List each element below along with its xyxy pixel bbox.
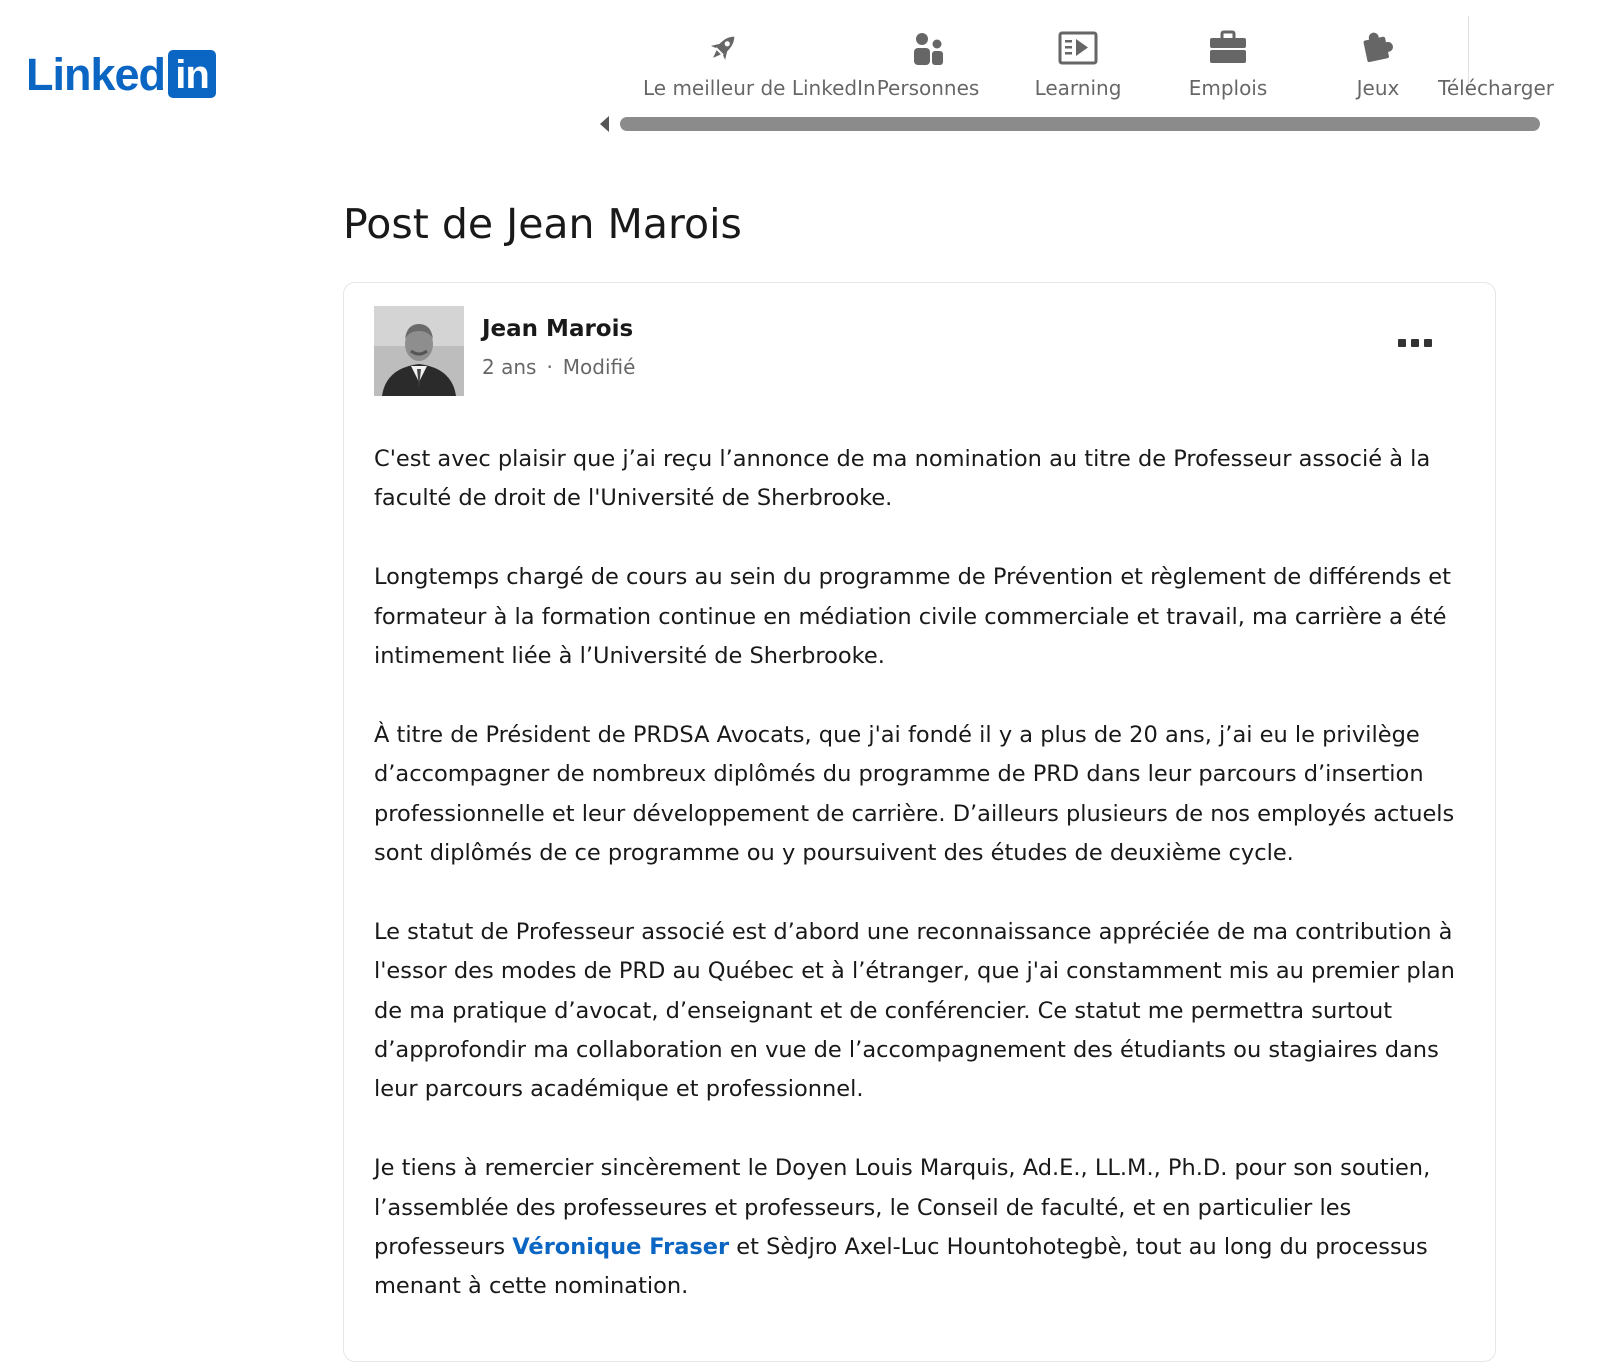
nav-label: Emplois [1188, 76, 1268, 100]
nav-label: Personnes [876, 76, 980, 100]
logo-in-box: in [168, 50, 216, 98]
puzzle-icon [1358, 28, 1398, 68]
thanks-text-end: et Sèdjro Axel-Luc Hountohotegbè, tout au long du processus menant à cette nomination. [374, 1234, 1428, 1300]
post-time: 2 ans [482, 355, 537, 379]
author-name[interactable]: Jean Marois [482, 316, 634, 342]
horizontal-scrollbar[interactable] [620, 117, 1540, 131]
meta-separator: · [546, 355, 553, 379]
briefcase-icon [1208, 28, 1248, 68]
nav-item-download[interactable] [1438, 28, 1608, 100]
nav-label: Jeux [1356, 76, 1400, 100]
people-icon [908, 28, 948, 68]
post-paragraph: Le statut de Professeur associé est d’abord une reconnaissance appréciée de ma contribution à l'essor des modes de PRD au Québec et à l’étranger, que j'ai constamment mis au premier plan de ma pratique d’avocat, d’enseignant et de conférencier. Ce statut me permettra surtout d’approfondir ma collaboration en vue de l’accompagnement des étudiants ou stagiaires dans leur parcours académique et professionnel. [374, 918, 1455, 1103]
post-paragraph: À titre de Président de PRDSA Avocats, que j'ai fondé il y a plus de 20 ans, j’ai eu le privilège d’accompagner de nombreux diplômés du programme de PRD dans leur parcours d’insertion professionnelle et leur développement de carrière. D’ailleurs plusieurs de nos employés actuels sont diplômés de ce programme ou y poursuivent des études de deuxième cycle. [374, 721, 1455, 867]
post-paragraph-thanks [374, 1149, 1474, 1307]
post-meta [482, 355, 635, 379]
mention-link[interactable]: Véronique Fraser [512, 1234, 730, 1261]
post-paragraph: C'est avec plaisir que j’ai reçu l’annonce de ma nomination au titre de Professeur associé à la faculté de droit de l'Université de Sherbrooke. [374, 446, 1431, 512]
rocket-icon [703, 28, 743, 68]
nav-item-top-content[interactable] [643, 28, 876, 100]
scroll-left-arrow[interactable] [600, 116, 609, 132]
nav-label: Le meilleur de LinkedIn [643, 76, 876, 100]
avatar-photo [374, 306, 464, 396]
learning-icon [1058, 28, 1098, 68]
top-navigation [600, 0, 1555, 140]
post-body [374, 440, 1474, 1346]
author-avatar[interactable] [374, 306, 464, 396]
page-title: Post de Jean Marois [343, 200, 742, 248]
more-options-button[interactable] [1380, 323, 1450, 363]
nav-item-jobs[interactable] [1148, 28, 1308, 100]
post-card [343, 282, 1496, 1362]
logo-wordmark: Linked [26, 48, 166, 100]
ellipsis-icon [1398, 339, 1432, 347]
post-paragraph: Longtemps chargé de cours au sein du programme de Prévention et règlement de différends et formateur à la formation continue en médiation civile commerciale et travail, ma carrière a été intimement liée à l’Université de Sherbrooke. [374, 564, 1451, 670]
edited-label: Modifié [562, 355, 636, 379]
nav-item-learning[interactable] [998, 28, 1158, 100]
nav-label: Télécharger [1438, 76, 1555, 100]
thanks-text-start: Je tiens à remercier sincèrement le Doyen Louis Marquis, Ad.E., LL.M., Ph.D. pour son soutien, l’assemblée des professeures et professeurs, le Conseil de faculté, et en particulier les professeurs [374, 1155, 1431, 1261]
nav-item-people[interactable] [848, 28, 1008, 100]
nav-label: Learning [1034, 76, 1122, 100]
nav-item-games[interactable] [1298, 28, 1458, 100]
linkedin-logo[interactable] [26, 50, 216, 98]
